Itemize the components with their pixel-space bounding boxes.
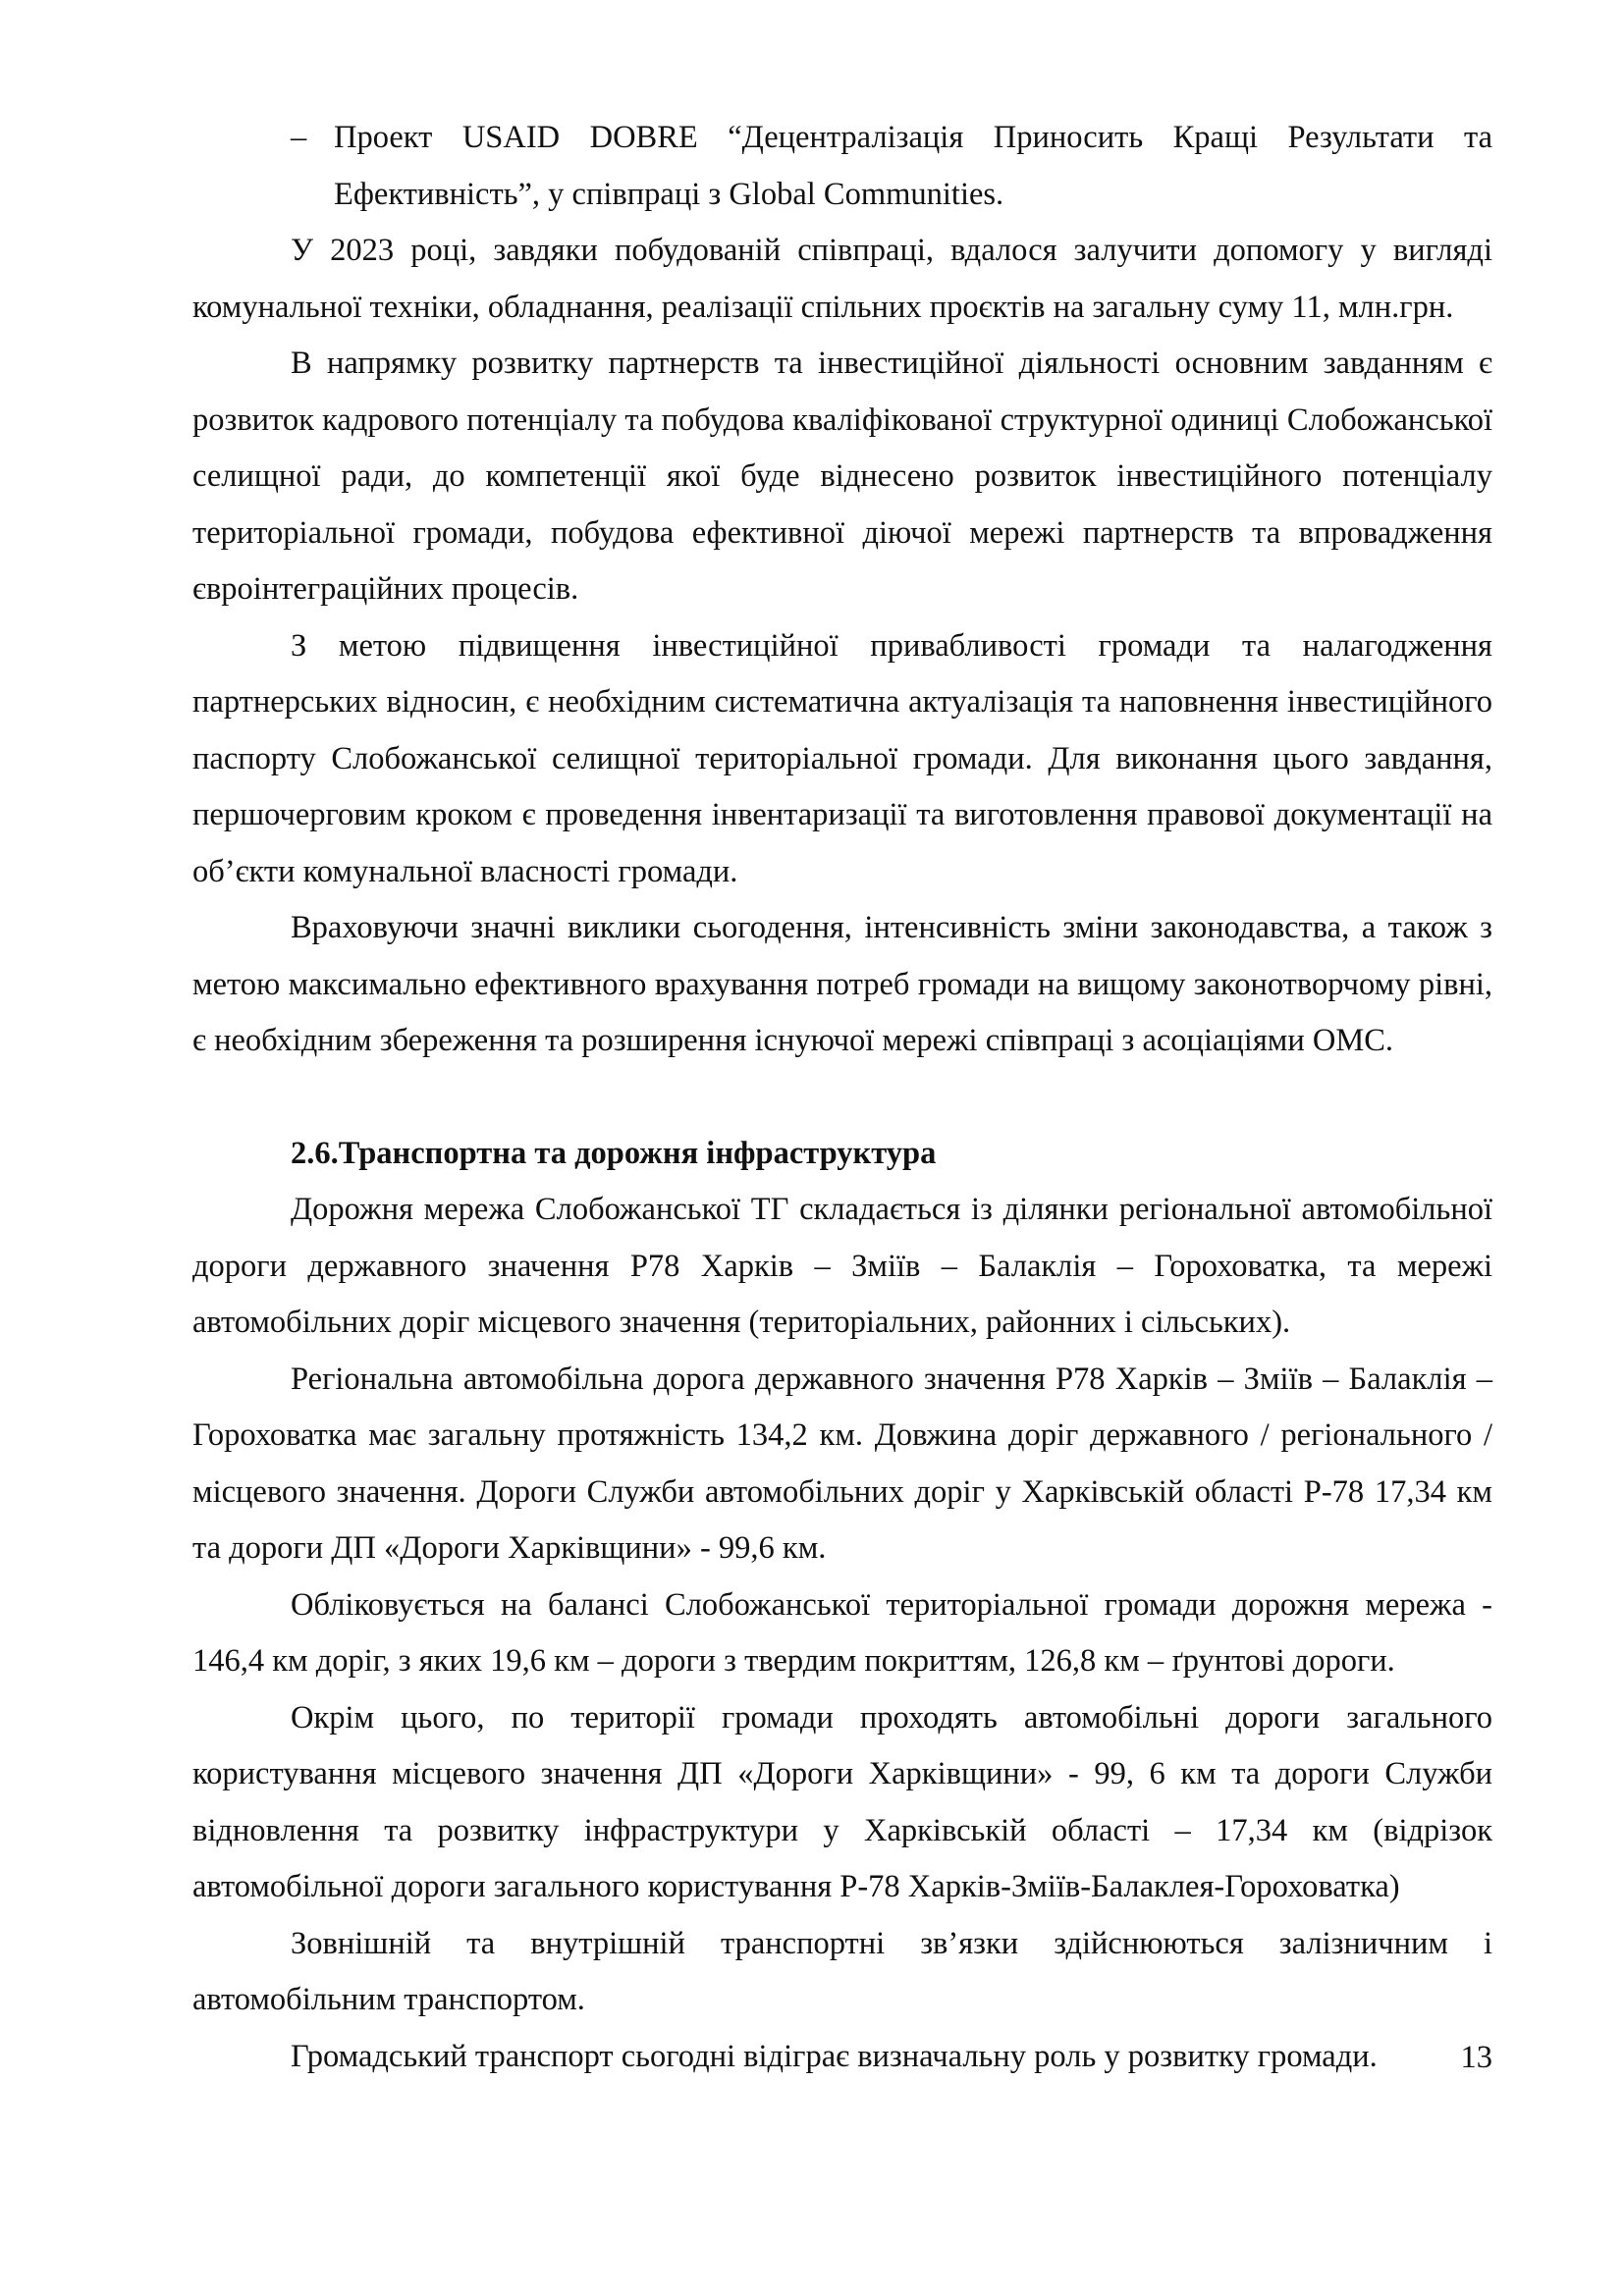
paragraph-investment-passport: З метою підвищення інвестиційної привабливості громади та налагодження партнерських відносин, є необхідним систематична актуалізація та наповнення інвестиційного паспорту Слобожанської селищної територіальної громади. Для виконання цього завдання, першочерговим кроком є проведення інвентаризації та виготовлення правової документації на об’єкти комунальної власності громади.	[192, 627, 1492, 889]
bullet-item	[192, 110, 1492, 223]
paragraph-transport-links: Зовнішній та внутрішній транспортні зв’язки здійснюються залізничним і автомобільним транспортом.	[192, 1925, 1492, 2017]
section-heading: 2.6.Транспортна та дорожня інфраструктура	[291, 1135, 937, 1171]
paragraph-funding: У 2023 році, завдяки побудованій співпраці, вдалося залучити допомогу у вигляді комунальної техніки, обладнання, реалізації спільних проєктів на загальну суму 11, млн.грн.	[192, 233, 1492, 325]
bullet-dash: –	[291, 120, 307, 155]
bullet-text: Проект USAID DOBRE “Децентралізація Приносить Кращі Результати та Ефективність”, у співпраці з Global Communities.	[334, 120, 1492, 212]
paragraph-partnerships: В напрямку розвитку партнерств та інвестиційної діяльності основним завданням є розвиток кадрового потенціалу та побудова кваліфікованої структурної одиниці Слобожанської селищної ради, до компетенції якої буде віднесено розвиток інвестиційного потенціалу територіальної громади, побудова ефективної діючої мережі партнерств та впровадження євроінтеграційних процесів.	[192, 346, 1492, 607]
paragraph-road-network: Дорожня мережа Слобожанської ТГ складається із ділянки регіональної автомобільної дороги державного значення Р78 Харків – Зміїв – Балаклія – Гороховатка, та мережі автомобільних доріг місцевого значення (територіальних, районних і сільських).	[192, 1192, 1492, 1340]
paragraph-public-transport: Громадський транспорт сьогодні відіграє визначальну роль у розвитку громади.	[291, 2038, 1378, 2074]
paragraph-regional-road: Регіональна автомобільна дорога державного значення Р78 Харків – Зміїв – Балаклія – Гороховатка має загальну протяжність 134,2 км. Довжина доріг державного / регіонального / місцевого значення. Дороги Служби автомобільних доріг у Харківській області Р-78 17,34 км та дороги ДП «Дороги Харківщини» - 99,6 км.	[192, 1361, 1492, 1566]
page-number: 13	[1460, 2040, 1492, 2075]
paragraph-balance-roads: Обліковується на балансі Слобожанської територіальної громади дорожня мережа - 146,4 км доріг, з яких 19,6 км – дороги з твердим покриттям, 126,8 км – ґрунтові дороги.	[192, 1586, 1492, 1679]
paragraph-associations: Враховуючи значні виклики сьогодення, інтенсивність зміни законодавства, а також з метою максимально ефективного врахування потреб громади на вищому законотворчому рівні, є необхідним збереження та розширення існуючої мережі співпраці з асоціаціями ОМС.	[192, 910, 1492, 1058]
paragraph-general-roads: Окрім цього, по території громади проходять автомобільні дороги загального користування місцевого значення ДП «Дороги Харківщини» - 99, 6 км та дороги Служби відновлення та розвитку інфраструктури у Харківській області – 17,34 км (відрізок автомобільної дороги загального користування Р-78 Харків-Зміїв-Балаклея-Гороховатка)	[192, 1699, 1492, 1904]
document-page	[192, 110, 1492, 2085]
